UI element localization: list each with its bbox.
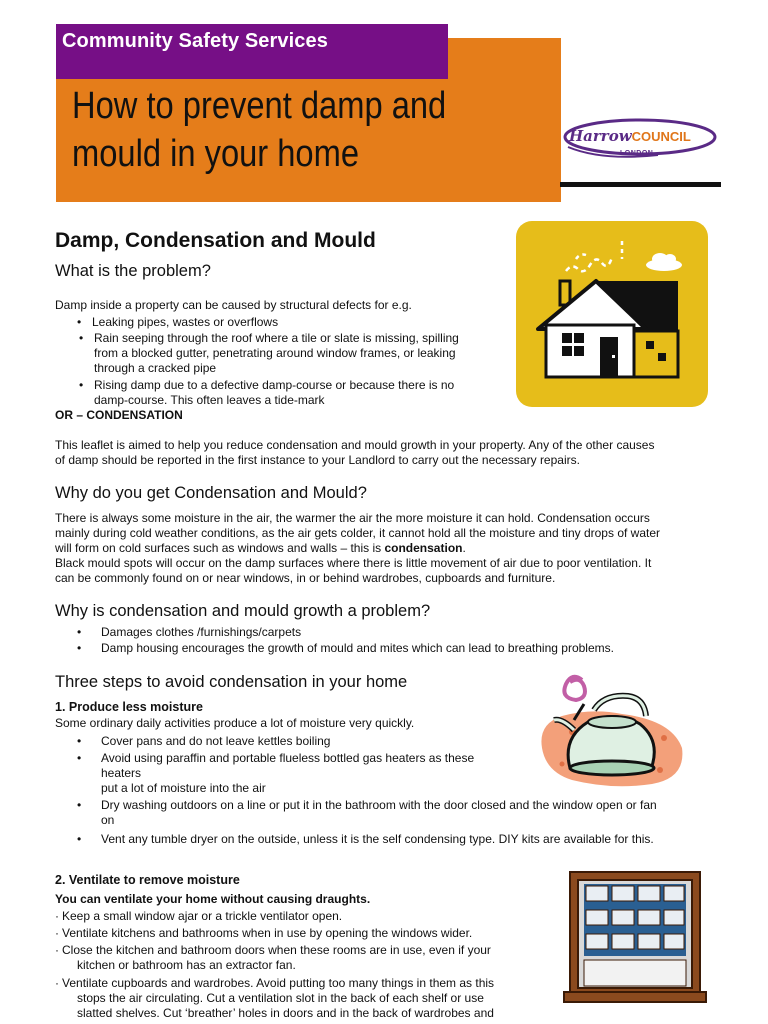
why-problem-bullet-1: Damages clothes /furnishings/carpets [101,625,302,639]
page-title [72,82,446,178]
page-title-line-2: mould in your home [72,133,360,175]
step2-item-2: Ventilate kitchens and bathrooms when in use by opening the windows wider. [62,926,473,940]
bullet-icon: · [55,926,59,940]
step2-title: 2. Ventilate to remove moisture [55,873,240,887]
house-icon [516,221,708,407]
logo-council-text: COUNCIL [631,129,691,144]
bullet-icon: • [77,832,82,846]
problem-bullet-3: Rising damp due to a defective damp-course or because there is no damp-course. This often leaves a tide-mark [94,378,455,407]
step2-item-3: Close the kitchen and bathroom doors when these rooms are in use, even if your kitchen or bathroom has an extractor fan. [62,943,491,972]
house-illustration-panel [516,221,708,407]
main-heading: Damp, Condensation and Mould [55,229,376,252]
problem-bullet-1: Leaking pipes, wastes or overflows [92,315,279,329]
step1-bullet-4: Vent any tumble dryer on the outside, unless it is the self condensing type. DIY kits are available for this. [101,832,654,846]
bullet-icon: • [77,315,82,329]
or-condensation: OR – CONDENSATION [55,408,183,422]
bullet-icon: • [79,378,84,392]
bullet-icon: · [55,943,59,957]
step2-item-1: Keep a small window ajar or a trickle ventilator open. [62,909,343,923]
bullet-icon: • [79,331,84,345]
step1-title: 1. Produce less moisture [55,700,203,714]
leaflet-note: This leaflet is aimed to help you reduce condensation and mould growth in your property. Any of the other causes of damp should be reported in the first instance to your Landlord to carry out the necessary repairs. [55,438,655,467]
why-get-paragraph-1: There is always some moisture in the air, the warmer the air the more moisture it can hold. Condensation occurs mainly during cold weather conditions, as the air gets colder, it cannot hold all the moisture and tiny drops of water will form on cold surfaces such as windows and walls – this is condensation. Black mould spots will occur on the damp surfaces where there is little movement of air due to poor ventilation. It can be commonly found on or near windows, in or behind wardrobes, cupboards and furniture. [55,511,660,585]
three-steps-heading: Three steps to avoid condensation in your home [55,673,408,691]
step1-bullet-3: Dry washing outdoors on a line or put it in the bathroom with the door closed and the window open or fan on [101,798,657,827]
problem-heading: What is the problem? [55,262,211,280]
step1-bullet-1: Cover pans and do not leave kettles boiling [101,734,331,748]
why-problem-bullet-2: Damp housing encourages the growth of mould and mites which can lead to breathing problems. [101,641,614,655]
window-icon [562,870,708,1010]
condensation-term: condensation [384,541,463,555]
org-name: Community Safety Services [62,30,328,52]
kettle-icon [532,668,692,792]
step1-intro: Some ordinary daily activities produce a lot of moisture very quickly. [55,716,415,730]
bullet-icon: • [77,734,82,748]
why-get-heading: Why do you get Condensation and Mould? [55,484,367,502]
problem-bullet-2: Rain seeping through the roof where a tile or slate is missing, spilling from a blocked gutter, penetrating around window frames, or leaking through a cracked pipe [94,331,459,375]
step2-item-4: Ventilate cupboards and wardrobes. Avoid putting too many things in them as this stops the air circulating. Cut a ventilation slot in the back of each shelf or use slatted shelves. Cut ‘breather’ holes in doors and in the back of wardrobes and [62,976,495,1020]
why-problem-heading: Why is condensation and mould growth a problem? [55,602,431,620]
bullet-icon: · [55,909,59,923]
logo-london-text: LONDON [620,150,654,157]
bullet-icon: • [77,641,82,655]
step1-bullet-2: Avoid using paraffin and portable flueless bottled gas heaters as these heaters put a lot of moisture into the air [101,751,475,795]
bullet-icon: • [77,625,82,639]
logo-harrow-text: Harrow [569,127,632,145]
bullet-icon: · [55,976,59,990]
bullet-icon: • [77,798,82,812]
header-rule [560,182,721,187]
step2-subtitle: You can ventilate your home without causing draughts. [55,892,371,906]
page-title-line-1: How to prevent damp and [72,85,447,127]
harrow-council-logo [562,117,718,165]
bullet-icon: • [77,751,82,765]
problem-intro: Damp inside a property can be caused by structural defects for e.g. [55,298,412,312]
